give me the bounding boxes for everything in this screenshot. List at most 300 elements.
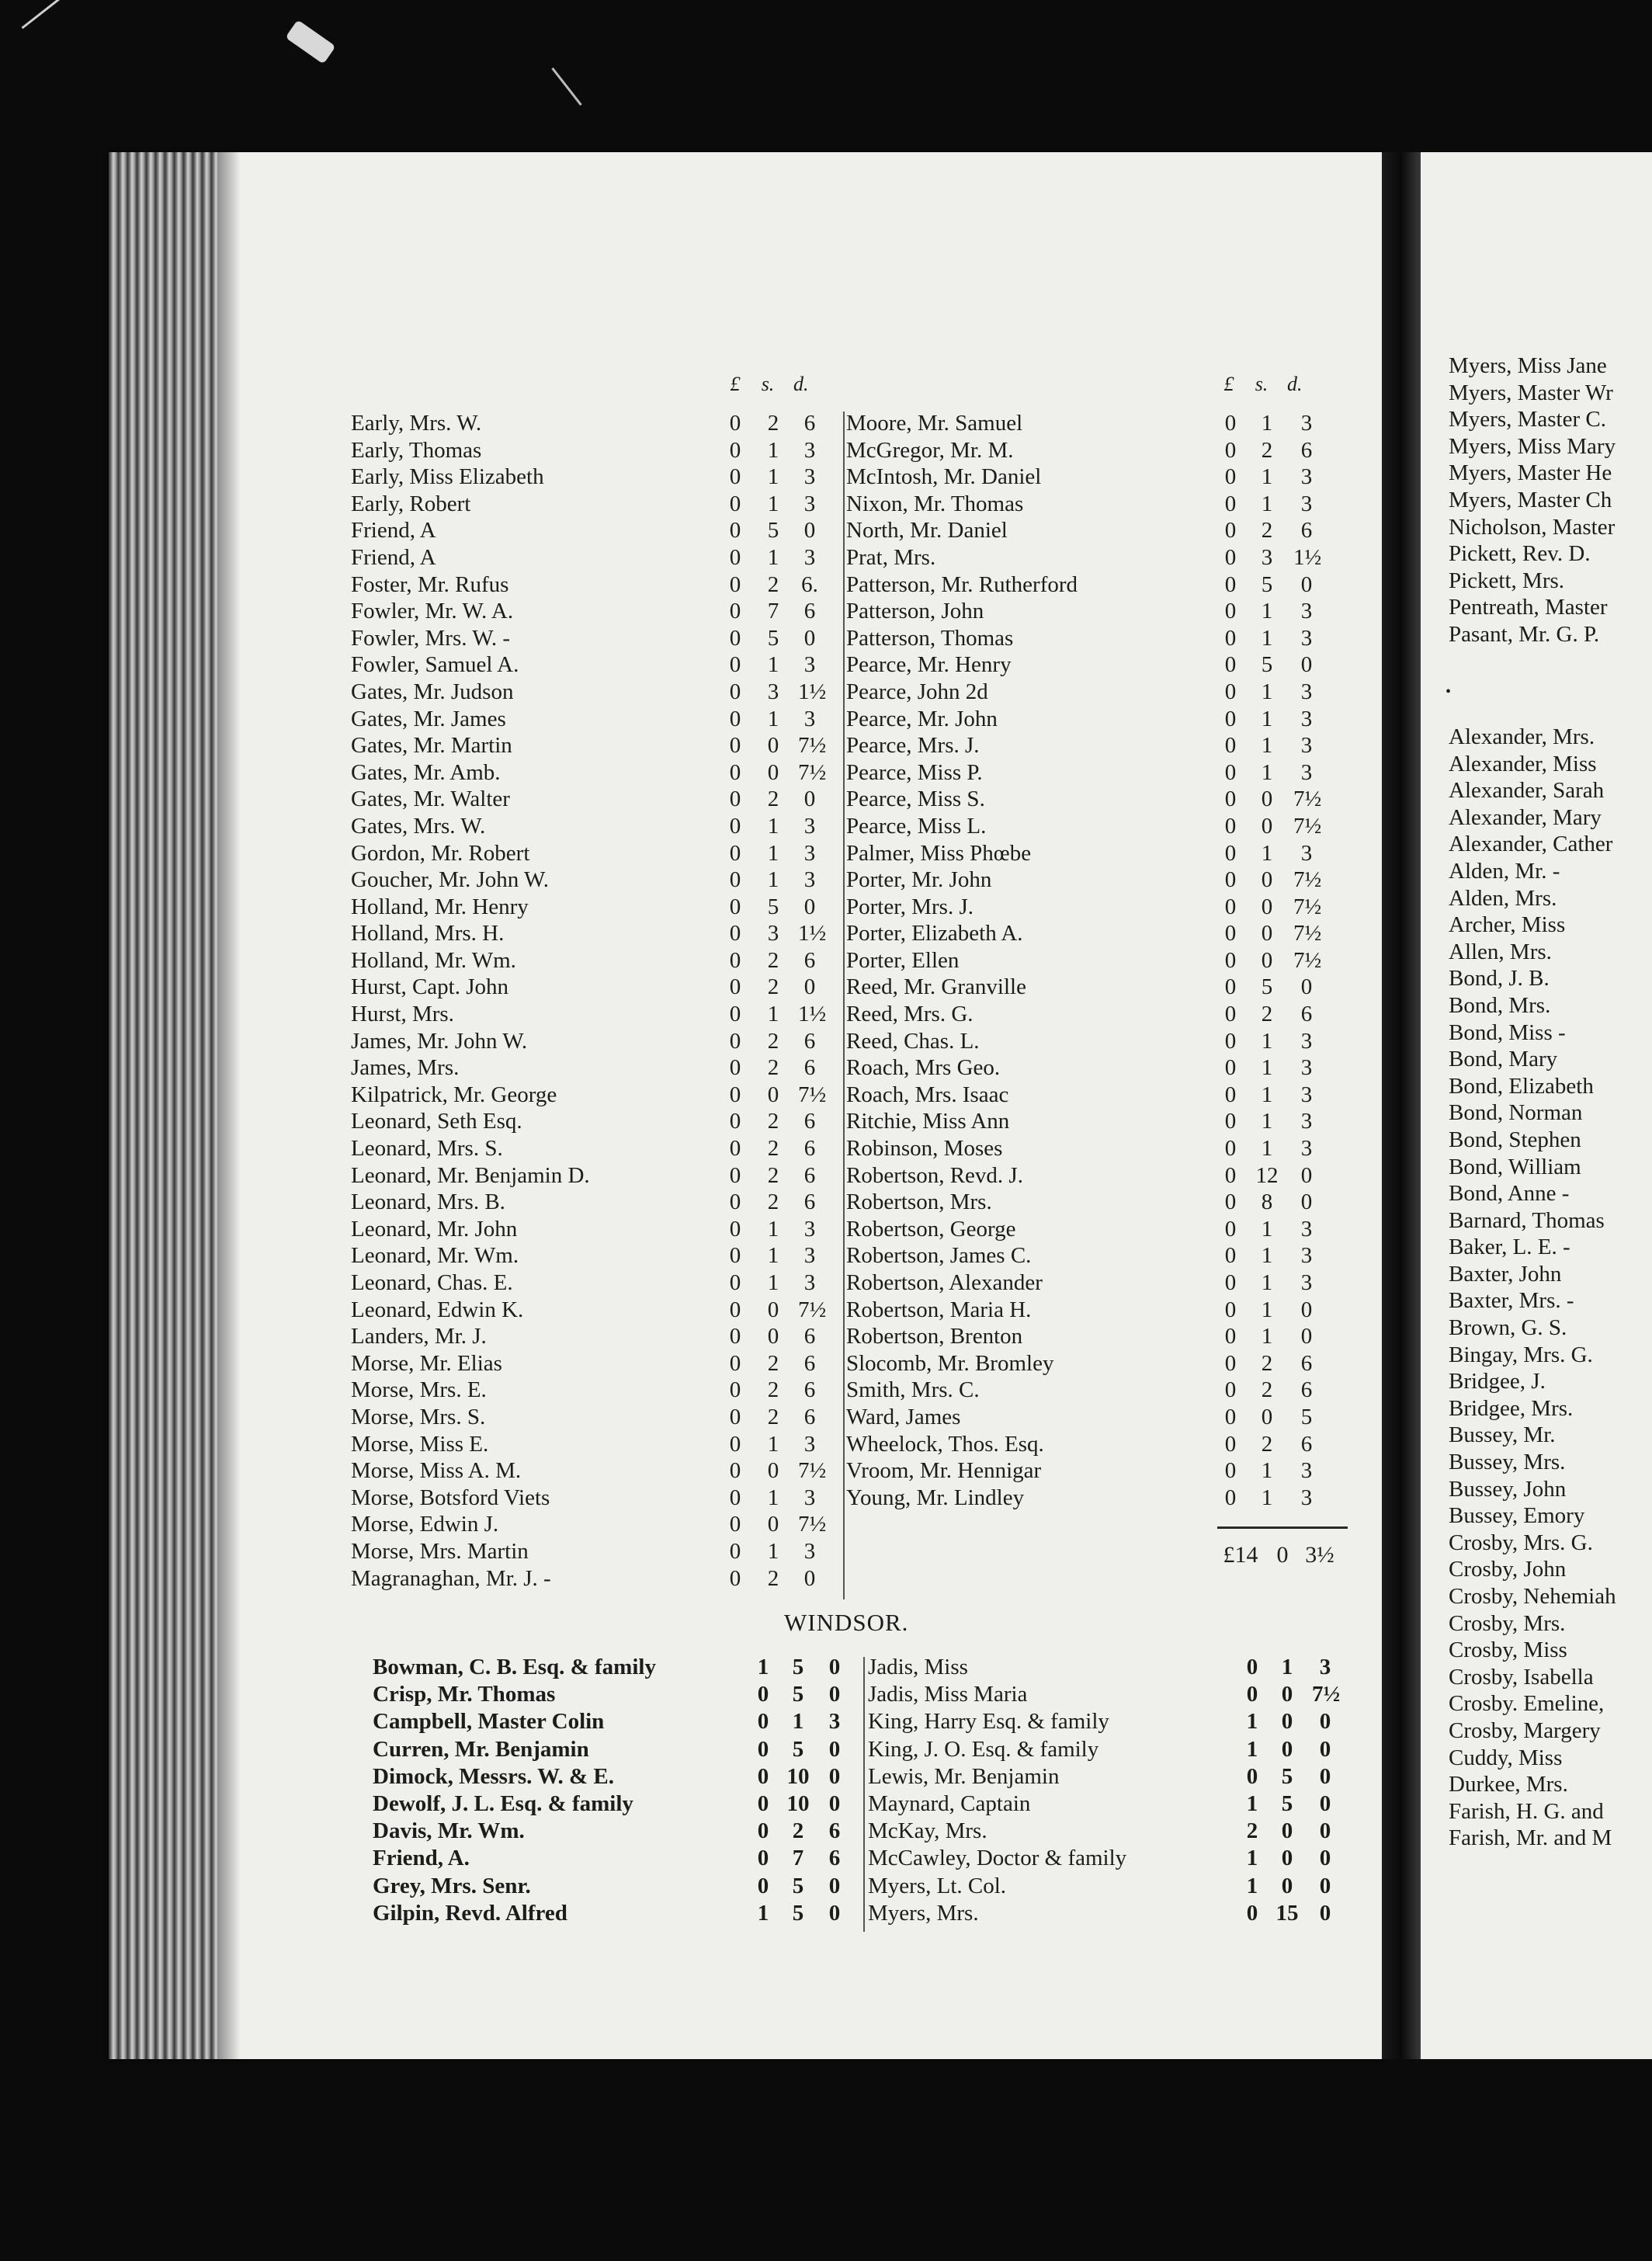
subscriber-name: Lewis, Mr. Benjamin	[868, 1763, 1060, 1789]
amount-pence: 3	[803, 1485, 816, 1510]
amount-shillings: 5	[767, 518, 779, 544]
list-item	[846, 974, 1343, 1001]
subscriber-name: Alexander, Mary	[1449, 804, 1602, 830]
list-item	[373, 1900, 869, 1927]
list-item	[351, 679, 848, 706]
list-item	[1449, 1127, 1652, 1154]
list-item	[351, 517, 848, 544]
amount-shillings: 0	[1281, 1846, 1293, 1871]
list-item	[846, 491, 1343, 518]
list-item	[351, 1054, 848, 1082]
subscriber-name: Robertson, Mrs.	[846, 1190, 992, 1215]
subscriber-name: Crosby, John	[1449, 1557, 1567, 1582]
amount-shillings: 10	[786, 1790, 810, 1816]
subscriber-name: Wheelock, Thos. Esq.	[846, 1431, 1044, 1457]
film-scratch	[22, 0, 72, 29]
amount-pence: 0	[828, 1655, 841, 1679]
amount-pence: 3	[1300, 1082, 1313, 1107]
amount-shillings: 2	[767, 1377, 779, 1403]
amount-pounds: 0	[1224, 759, 1237, 785]
column-header-right	[1222, 373, 1301, 396]
subscriber-name: Early, Robert	[351, 491, 471, 516]
list-item	[1449, 487, 1652, 514]
list-item	[1449, 939, 1652, 966]
list-item	[351, 651, 848, 679]
amount-pence: 0	[803, 894, 816, 919]
amount-pounds: 0	[729, 894, 741, 919]
amount-pounds: 0	[1224, 921, 1237, 946]
subscriber-name: Early, Miss Elizabeth	[351, 464, 544, 490]
subscriber-name: Pasant, Mr. G. P.	[1449, 621, 1600, 647]
amount-shillings: 5	[792, 1682, 804, 1707]
amount-pence: 3	[1300, 1109, 1313, 1134]
list-item	[846, 571, 1343, 599]
amount-pounds: 1	[1246, 1790, 1258, 1816]
list-item	[1449, 1073, 1652, 1100]
subscriber-name: Pearce, John 2d	[846, 679, 988, 704]
subscriber-name: Vroom, Mr. Hennigar	[846, 1458, 1042, 1484]
list-item	[351, 410, 848, 437]
subscriber-name: North, Mr. Daniel	[846, 518, 1008, 544]
amount-pounds: 0	[729, 867, 741, 893]
amount-shillings: 1	[1261, 1458, 1273, 1484]
subscriber-name: Pearce, Mr. John	[846, 706, 998, 731]
amount-pence: 7½	[1312, 1682, 1341, 1707]
amount-pounds: 0	[1246, 1682, 1258, 1707]
subscriber-name: King, J. O. Esq. & family	[868, 1736, 1099, 1762]
amount-pence: 0	[1319, 1790, 1331, 1816]
amount-shillings: 5	[792, 1900, 804, 1926]
amount-pounds: 0	[757, 1763, 769, 1789]
subscriber-name: Holland, Mrs. H.	[351, 921, 505, 946]
list-item	[1449, 1583, 1652, 1610]
amount-pounds: 1	[1246, 1736, 1258, 1762]
amount-pence: 6	[803, 1028, 816, 1054]
header-shillings: s.	[761, 373, 775, 395]
amount-pounds: 0	[1224, 1002, 1237, 1027]
list-item	[846, 679, 1343, 706]
subscriber-name: James, Mrs.	[351, 1055, 460, 1081]
list-item	[1449, 1502, 1652, 1530]
list-item	[351, 974, 848, 1001]
subscriber-name: Bussey, Emory	[1449, 1503, 1585, 1529]
list-item	[351, 491, 848, 518]
amount-pounds: 0	[729, 1109, 741, 1134]
amount-pounds: 1	[1246, 1846, 1258, 1871]
header-pence: d.	[1287, 373, 1303, 395]
list-item	[846, 544, 1343, 571]
amount-pounds: 0	[729, 1270, 741, 1295]
amount-pounds: 0	[1224, 1082, 1237, 1107]
list-item	[1449, 992, 1652, 1019]
amount-pounds: 0	[1224, 544, 1237, 570]
subscriber-name: Robertson, George	[846, 1216, 1016, 1242]
amount-pence: 6	[1300, 1431, 1313, 1457]
amount-pence: 7½	[1293, 921, 1322, 946]
list-item	[1449, 831, 1652, 858]
amount-shillings: 0	[1261, 787, 1273, 812]
amount-pence: 3	[803, 1243, 816, 1269]
list-item	[846, 894, 1343, 921]
amount-pence: 0	[803, 518, 816, 544]
list-item	[1449, 1530, 1652, 1557]
subscriber-name: Crosby, Margery	[1449, 1717, 1601, 1743]
amount-shillings: 2	[767, 1162, 779, 1188]
amount-pounds: 0	[729, 813, 741, 839]
list-item	[351, 625, 848, 652]
subtotal	[1217, 1542, 1338, 1568]
subscriber-name: Farish, H. G. and	[1449, 1798, 1604, 1824]
amount-pence: 6	[803, 1136, 816, 1162]
subscriber-name: Pentreath, Master	[1449, 595, 1608, 620]
subscriber-name: Robinson, Moses	[846, 1136, 1003, 1162]
amount-shillings: 1	[767, 1538, 779, 1564]
subscriber-name: Morse, Botsford Viets	[351, 1485, 550, 1510]
subscriber-name: Ward, James	[846, 1404, 961, 1429]
amount-pence: 3	[1300, 1485, 1313, 1510]
list-item	[846, 410, 1343, 437]
list-item	[373, 1763, 869, 1790]
amount-shillings: 1	[1261, 599, 1273, 624]
amount-shillings: 8	[1261, 1190, 1273, 1215]
subscriber-name: Bond, Elizabeth	[1449, 1073, 1594, 1099]
amount-pounds: 0	[1224, 974, 1237, 1000]
subscriber-name: Crosby, Nehemiah	[1449, 1584, 1616, 1609]
list-item	[351, 437, 848, 464]
subscriber-name: Slocomb, Mr. Bromley	[846, 1350, 1054, 1376]
list-item	[846, 598, 1343, 625]
list-item	[1449, 1099, 1652, 1127]
amount-pence: 3	[1319, 1655, 1331, 1679]
list-item	[846, 1242, 1343, 1269]
amount-shillings: 1	[767, 544, 779, 570]
subscriber-name: Reed, Chas. L.	[846, 1028, 980, 1054]
subscriber-name: Bussey, John	[1449, 1476, 1567, 1502]
amount-pounds: 0	[729, 1297, 741, 1322]
list-item	[351, 1269, 848, 1297]
amount-pounds: 0	[1224, 787, 1237, 812]
list-item	[1449, 380, 1652, 407]
amount-shillings: 2	[767, 787, 779, 812]
amount-shillings: 0	[1261, 894, 1273, 919]
list-item	[868, 1708, 1365, 1735]
amount-pounds: 0	[1224, 1190, 1237, 1215]
subscriber-name: Bond, William	[1449, 1154, 1581, 1179]
amount-pence: 1½	[798, 679, 827, 704]
amount-shillings: 1	[1261, 491, 1273, 516]
subscriber-name: Pearce, Miss S.	[846, 787, 985, 812]
amount-shillings: 1	[767, 1243, 779, 1269]
subscriber-name: Gordon, Mr. Robert	[351, 840, 530, 866]
header-pence: d.	[793, 373, 809, 395]
list-item	[1449, 1395, 1652, 1422]
subscriber-name: Nicholson, Master	[1449, 514, 1616, 540]
amount-pounds: 0	[729, 733, 741, 759]
subscriber-name: Dimock, Messrs. W. & E.	[373, 1763, 614, 1789]
amount-pence: 3	[1300, 1270, 1313, 1295]
amount-pence: 3	[803, 1431, 816, 1457]
amount-pounds: 0	[729, 1028, 741, 1054]
amount-pence: 3	[1300, 733, 1313, 759]
amount-pence: 7½	[798, 759, 827, 785]
amount-pence: 0	[828, 1682, 841, 1707]
list-item	[846, 1485, 1343, 1512]
amount-pounds: 0	[1224, 706, 1237, 731]
amount-pounds: 0	[729, 679, 741, 704]
amount-shillings: 1	[1261, 706, 1273, 731]
list-item	[373, 1708, 869, 1735]
amount-pounds: 0	[757, 1790, 769, 1816]
amount-pence: 3	[1300, 1458, 1313, 1484]
column-rule	[863, 1657, 865, 1932]
amount-pounds: 0	[1224, 1162, 1237, 1188]
subscriber-name: Alden, Mrs.	[1449, 885, 1557, 911]
windsor-list-right	[868, 1654, 1365, 1927]
amount-pounds: 0	[729, 491, 741, 516]
right-page-list-top	[1449, 353, 1652, 648]
amount-shillings: 1	[1261, 759, 1273, 785]
amount-pence: 0	[1319, 1763, 1331, 1789]
amount-pence: 0	[828, 1873, 841, 1898]
subscriber-name: Myers, Master C.	[1449, 407, 1606, 432]
amount-pounds: 0	[1224, 813, 1237, 839]
amount-shillings: 2	[767, 1565, 779, 1591]
amount-pence: 7½	[1293, 894, 1322, 919]
amount-shillings: 1	[1261, 1055, 1273, 1081]
amount-shillings: 3	[767, 921, 779, 946]
list-item	[868, 1681, 1365, 1708]
subscriber-name: Alexander, Mrs.	[1449, 724, 1595, 749]
list-item	[846, 1135, 1343, 1162]
subscriber-name: McKay, Mrs.	[868, 1818, 987, 1844]
list-item	[351, 1242, 848, 1269]
subscriber-name: Gates, Mr. James	[351, 706, 506, 731]
list-item	[351, 732, 848, 759]
amount-shillings: 1	[1261, 733, 1273, 759]
subscriber-name: Bussey, Mrs.	[1449, 1450, 1566, 1475]
page-edge-shadow	[217, 152, 241, 2059]
subscriber-name: Baxter, John	[1449, 1261, 1562, 1287]
amount-pounds: 0	[1224, 1458, 1237, 1484]
amount-shillings: 1	[1261, 1243, 1273, 1269]
list-item	[846, 1082, 1343, 1109]
subscriber-name: Morse, Mrs. S.	[351, 1404, 486, 1429]
amount-pounds: 0	[729, 1055, 741, 1081]
subscriber-name: Morse, Mrs. E.	[351, 1377, 487, 1403]
amount-pounds: 0	[729, 1538, 741, 1564]
amount-pounds: 0	[1224, 464, 1237, 490]
amount-shillings: 1	[1261, 625, 1273, 651]
amount-pence: 0	[803, 787, 816, 812]
amount-pounds: 0	[1224, 1297, 1237, 1322]
subscriber-name: Palmer, Miss Phœbe	[846, 840, 1032, 866]
list-item	[868, 1790, 1365, 1818]
amount-pounds: 0	[1224, 1377, 1237, 1403]
amount-pounds: 1	[1246, 1709, 1258, 1735]
amount-pounds: 0	[729, 1082, 741, 1107]
amount-pounds: 0	[1224, 894, 1237, 919]
amount-pence: 6	[803, 1404, 816, 1429]
amount-pounds: 0	[1224, 491, 1237, 516]
amount-pounds: 0	[729, 1458, 741, 1484]
subscriber-name: Robertson, Revd. J.	[846, 1162, 1023, 1188]
film-scratch	[551, 68, 581, 106]
amount-shillings: 5	[792, 1873, 804, 1898]
amount-pence: 6	[803, 1190, 816, 1215]
subscriber-name: Alden, Mr. -	[1449, 858, 1560, 884]
amount-shillings: 2	[767, 974, 779, 1000]
amount-pounds: 0	[729, 1162, 741, 1188]
subscriber-name: Gates, Mr. Walter	[351, 787, 510, 812]
list-item	[1449, 912, 1652, 939]
list-item	[1449, 1664, 1652, 1691]
amount-pounds: 0	[729, 759, 741, 785]
amount-pence: 6	[803, 1377, 816, 1403]
amount-pence: 7½	[798, 1512, 827, 1537]
amount-pounds: 0	[757, 1818, 769, 1844]
subscriber-name: Leonard, Mrs. B.	[351, 1190, 505, 1215]
amount-shillings: 1	[1261, 1270, 1273, 1295]
amount-pounds: 0	[757, 1846, 769, 1871]
amount-pence: 3	[1300, 464, 1313, 490]
amount-pence: 6	[803, 599, 816, 624]
amount-shillings: 0	[1281, 1873, 1293, 1898]
list-item	[351, 894, 848, 921]
list-item	[351, 947, 848, 974]
subscriber-name: Leonard, Mrs. S.	[351, 1136, 503, 1162]
amount-pence: 6	[828, 1818, 841, 1844]
subscriber-name: Crosby, Mrs. G.	[1449, 1530, 1593, 1555]
amount-shillings: 1	[1261, 1324, 1273, 1349]
list-item	[868, 1736, 1365, 1763]
amount-pence: 0	[828, 1900, 841, 1926]
amount-pounds: 0	[1224, 840, 1237, 866]
amount-shillings: 2	[767, 411, 779, 436]
subscriber-name: Leonard, Mr. Benjamin D.	[351, 1162, 590, 1188]
amount-pounds: 0	[729, 411, 741, 436]
amount-pence: 3	[803, 491, 816, 516]
subscriber-name: Alexander, Cather	[1449, 832, 1613, 857]
subscriber-name: Hurst, Capt. John	[351, 974, 508, 1000]
subscriber-name: Robertson, Alexander	[846, 1270, 1043, 1295]
subscriber-name: Foster, Mr. Rufus	[351, 571, 509, 597]
list-item	[1449, 724, 1652, 751]
list-item	[351, 1028, 848, 1055]
list-item	[373, 1736, 869, 1763]
column-rule	[843, 412, 845, 1599]
amount-shillings: 2	[767, 1055, 779, 1081]
subscriber-name: Patterson, Mr. Rutherford	[846, 571, 1078, 597]
amount-shillings: 5	[1261, 974, 1273, 1000]
subscriber-name: Goucher, Mr. John W.	[351, 867, 549, 893]
list-item	[1449, 1368, 1652, 1395]
subscriber-name: Smith, Mrs. C.	[846, 1377, 980, 1403]
amount-pence: 3	[803, 1538, 816, 1564]
amount-shillings: 2	[767, 947, 779, 973]
amount-pence: 0	[803, 625, 816, 651]
subscriber-name: Morse, Miss A. M.	[351, 1458, 522, 1484]
list-item	[373, 1654, 869, 1681]
list-item	[351, 1485, 848, 1512]
subscriber-name: Bond, Norman	[1449, 1100, 1583, 1126]
list-item	[1449, 1449, 1652, 1476]
amount-pounds: 0	[1224, 1350, 1237, 1376]
amount-pence: 3	[803, 544, 816, 570]
amount-pounds: 0	[729, 437, 741, 463]
list-item	[1449, 1798, 1652, 1825]
amount-pounds: 0	[1224, 1324, 1237, 1349]
page-edge	[109, 152, 217, 2059]
subscriber-name: Porter, Mrs. J.	[846, 894, 974, 919]
amount-shillings: 1	[1261, 464, 1273, 490]
list-item	[351, 464, 848, 491]
amount-pounds: 2	[1246, 1818, 1258, 1844]
subscriber-name: Barnard, Thomas	[1449, 1207, 1605, 1233]
list-item	[846, 1189, 1343, 1216]
amount-pounds: 0	[1224, 1404, 1237, 1429]
amount-shillings: 1	[767, 1270, 779, 1295]
amount-pounds: 0	[729, 1431, 741, 1457]
amount-shillings: 5	[1261, 571, 1273, 597]
subscriber-name: Farish, Mr. and M	[1449, 1825, 1612, 1851]
amount-pence: 6	[1300, 518, 1313, 544]
amount-pence: 1½	[798, 921, 827, 946]
amount-shillings: 0	[767, 759, 779, 785]
amount-shillings: 1	[767, 1216, 779, 1242]
list-item	[351, 1431, 848, 1458]
subscriber-name: Pearce, Mr. Henry	[846, 652, 1012, 678]
amount-pounds: 0	[1246, 1655, 1258, 1679]
amount-pounds: 0	[729, 1002, 741, 1027]
amount-shillings: 2	[767, 1109, 779, 1134]
amount-pounds: 0	[757, 1873, 769, 1898]
subscriber-name: Crisp, Mr. Thomas	[373, 1682, 556, 1707]
amount-pence: 6	[803, 1162, 816, 1188]
amount-shillings: 3	[1261, 544, 1273, 570]
amount-pence: 6	[803, 1350, 816, 1376]
list-item	[351, 1216, 848, 1243]
list-item	[351, 1297, 848, 1324]
amount-pence: 0	[1319, 1846, 1331, 1871]
subscriber-name: Porter, Mr. John	[846, 867, 992, 893]
amount-shillings: 2	[1261, 518, 1273, 544]
amount-pence: 3	[803, 652, 816, 678]
amount-shillings: 1	[767, 464, 779, 490]
subscriber-name: Friend, A.	[373, 1846, 470, 1871]
list-item	[846, 920, 1343, 947]
list-item	[846, 1323, 1343, 1350]
amount-pounds: 0	[729, 1216, 741, 1242]
subscriber-name: Myers, Master Ch	[1449, 487, 1612, 512]
amount-shillings: 1	[767, 1002, 779, 1027]
amount-pounds: 0	[1224, 437, 1237, 463]
subscriber-name: Jadis, Miss Maria	[868, 1682, 1028, 1707]
list-item	[351, 1404, 848, 1431]
list-item	[846, 1162, 1343, 1190]
amount-pence: 3	[803, 706, 816, 731]
amount-shillings: 1	[1261, 1082, 1273, 1107]
list-item	[351, 1323, 848, 1350]
list-item	[846, 437, 1343, 464]
subscriber-name: Crosby, Isabella	[1449, 1664, 1594, 1690]
list-item	[373, 1790, 869, 1818]
amount-shillings: 0	[1281, 1709, 1293, 1735]
amount-shillings: 0	[767, 733, 779, 759]
amount-pounds: 0	[729, 1565, 741, 1591]
amount-pounds: 0	[1224, 733, 1237, 759]
list-item	[1449, 594, 1652, 621]
list-item	[846, 732, 1343, 759]
